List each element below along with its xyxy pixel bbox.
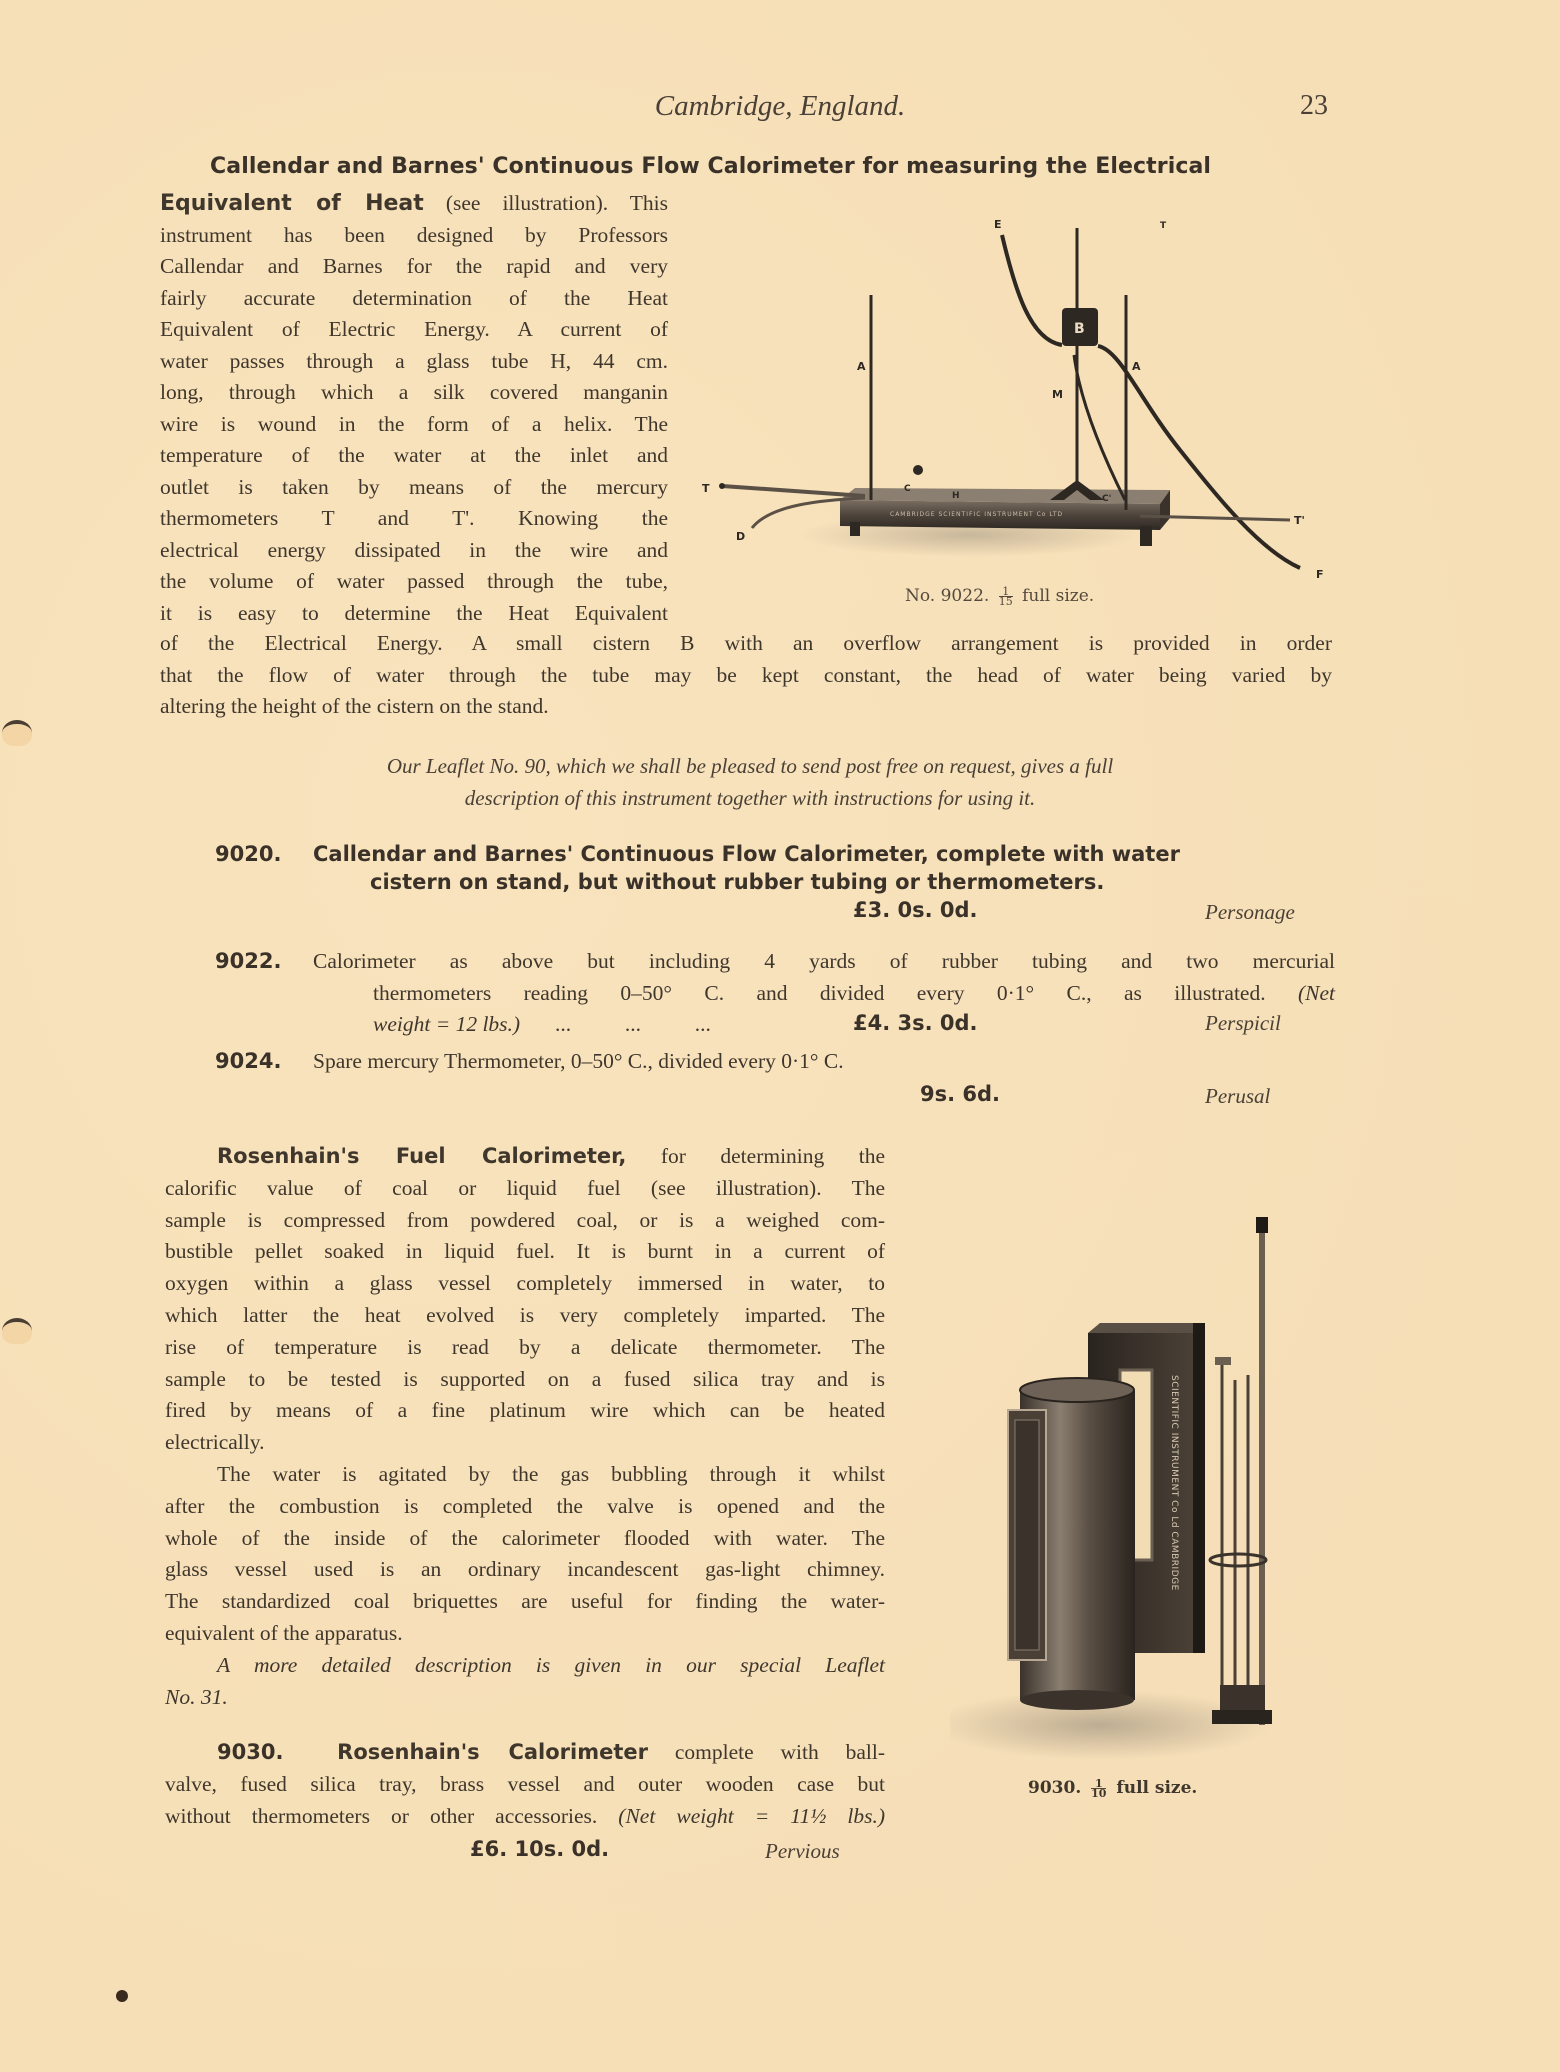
- tube-e: [1002, 235, 1062, 345]
- catalogue-item-9030: [165, 1737, 885, 1864]
- tube-m: [1074, 355, 1125, 500]
- text-line: without thermometers or other accessories. (Net weight = 11½ lbs.): [165, 1803, 885, 1828]
- item-price: £6. 10s. 0d.: [470, 1837, 610, 1862]
- scale-fraction: $\frac{1}{10}$: [1091, 1777, 1107, 1800]
- ink-spot: [116, 1990, 128, 2002]
- label-f: F: [1316, 568, 1324, 580]
- text-line: Callendar and Barnes for the rapid and very: [160, 254, 668, 278]
- text-line: thermometers T and T'. Knowing the: [160, 506, 668, 530]
- label-t: T: [702, 482, 710, 495]
- item-title: Rosenhain's Calorimeter: [337, 1740, 648, 1764]
- text-line: sample is compressed from powdered coal, or is a weighed com-: [165, 1207, 885, 1232]
- text-line: water passes through a glass tube H, 44 cm.: [160, 348, 668, 373]
- text-line: that the flow of water through the tube may be kept constant, the head of water being varied by: [160, 662, 1332, 687]
- figure-caption-9030: 9030. $\frac{1}{10}$ full size.: [1028, 1777, 1198, 1800]
- text-line: oxygen within a glass vessel completely immersed in water, to: [165, 1271, 885, 1296]
- item-description: Calorimeter as above but including 4 yards of rubber tubing and two mercurial: [313, 949, 1335, 973]
- text-line: fairly accurate determination of the Heat: [160, 285, 668, 310]
- item-description: Spare mercury Thermometer, 0–50° C., divided every 0·1° C.: [313, 1049, 844, 1073]
- text-line: wire is wound in the form of a helix. The: [160, 411, 668, 436]
- text-line: 9030. Rosenhain's Calorimeter complete with ball-: [217, 1740, 886, 1764]
- item-number: 9030.: [217, 1740, 284, 1764]
- ink-blot: [913, 465, 923, 475]
- item-number: 9024.: [215, 1049, 282, 1073]
- heading-continuation: Equivalent of Heat: [160, 191, 424, 216]
- label-t-prime: T': [1294, 514, 1305, 527]
- label-c-prime: C': [1102, 494, 1112, 504]
- label-c: C: [904, 484, 911, 494]
- rosenhain-description: [165, 1141, 885, 1459]
- text-line: long, through which a silk covered manganin: [160, 380, 668, 404]
- telegraphic-code: Perusal: [1205, 1083, 1271, 1108]
- scale-fraction: $\frac{1}{15}$: [998, 585, 1013, 608]
- text-line: altering the height of the cistern on the stand.: [160, 694, 549, 718]
- text-line: outlet is taken by means of the mercury: [160, 474, 668, 499]
- running-header-title: Cambridge, England.: [654, 90, 906, 122]
- thermometer-t: [722, 486, 865, 496]
- text-line: glass vessel used is an ordinary incandescent gas-light chimney.: [165, 1557, 885, 1582]
- item-description-cont: cistern on stand, but without rubber tubing or thermometers.: [370, 870, 1105, 894]
- label-b: B: [1074, 321, 1085, 337]
- catalogue-item-9020: [215, 842, 1335, 930]
- rosenhain-calorimeter-illustration: [950, 1205, 1290, 1765]
- item-price: 9s. 6d.: [920, 1081, 1001, 1106]
- item-weight: weight = 12 lbs.): [373, 1012, 521, 1036]
- flow-calorimeter-illustration: [700, 200, 1340, 580]
- figure-caption-9022: No. 9022. $\frac{1}{15}$ full size.: [905, 585, 1095, 608]
- case-inscription: SCIENTIFIC INSTRUMENT Co Ld CAMBRIDGE: [1169, 1375, 1179, 1591]
- valve-ring: [1210, 1554, 1266, 1566]
- section-heading-callendar: Callendar and Barnes' Continuous Flow Calorimeter for measuring the Electrical: [210, 154, 1212, 179]
- text-line: valve, fused silica tray, brass vessel and outer wooden case but: [165, 1771, 885, 1796]
- text-line: The standardized coal briquettes are useful for finding the water-: [165, 1589, 885, 1614]
- text-line: Rosenhain's Fuel Calorimeter, for determining the: [217, 1144, 885, 1168]
- catalogue-item-9024: [215, 1046, 1335, 1112]
- leaflet-note-90: Our Leaflet No. 90, which we shall be pleased to send post free on request, gives a full description of this instrument together with instructions for using it.: [386, 754, 1114, 810]
- text-line: it is easy to determine the Heat Equivalent: [160, 600, 668, 625]
- base-inscription: CAMBRIDGE SCIENTIFIC INSTRUMENT Co LTD: [890, 511, 1064, 518]
- label-t-top: T: [1160, 221, 1167, 231]
- text-line: after the combustion is completed the valve is opened and the: [165, 1493, 885, 1518]
- telegraphic-code: Personage: [1205, 900, 1295, 924]
- label-e: E: [994, 218, 1002, 231]
- text-line: temperature of the water at the inlet and: [160, 443, 668, 467]
- item-weight: (Net weight = 11½ lbs.): [618, 1803, 885, 1828]
- item-description: Callendar and Barnes' Continuous Flow Calorimeter, complete with water: [313, 842, 1180, 866]
- callendar-description-continued: [160, 628, 1332, 723]
- text-line: calorific value of coal or liquid fuel (see illustration). The: [165, 1175, 885, 1200]
- text-line: electrically.: [165, 1430, 265, 1455]
- leaflet-note-31: A more detailed description is given in our special Leaflet No. 31.: [165, 1653, 885, 1709]
- page-number: 23: [1300, 90, 1328, 121]
- section-heading-rosenhain: Rosenhain's Fuel Calorimeter,: [217, 1144, 627, 1168]
- binder-hole-bottom: [2, 1318, 32, 1344]
- text-line: of the Electrical Energy. A small cistern B with an overflow arrangement is provided in order: [160, 631, 1332, 655]
- text-line: whole of the inside of the calorimeter flooded with water. The: [165, 1525, 885, 1550]
- telegraphic-code: Perspicil: [1205, 1011, 1281, 1035]
- label-a-left: A: [857, 360, 866, 373]
- rosenhain-description-para2: [165, 1459, 885, 1650]
- label-h: H: [952, 491, 960, 501]
- item-description-cont: thermometers reading 0–50° C. and divided every 0·1° C., as illustrated. (Net: [373, 980, 1335, 1005]
- callendar-description-column: [160, 188, 668, 629]
- label-a-right: A: [1132, 360, 1141, 373]
- binder-hole-top: [2, 720, 32, 746]
- text-line: bustible pellet soaked in liquid fuel. It is burnt in a current of: [165, 1239, 885, 1264]
- text-line: sample to be tested is supported on a fused silica tray and is: [165, 1366, 885, 1391]
- item-price: £3. 0s. 0d.: [853, 898, 978, 922]
- text-line: The water is agitated by the gas bubbling through it whilst: [217, 1462, 885, 1486]
- text-line: rise of temperature is read by a delicate thermometer. The: [165, 1334, 885, 1359]
- label-d: D: [736, 530, 746, 543]
- text-line: Equivalent of Heat (see illustration). This: [160, 191, 668, 216]
- item-number: 9020.: [215, 842, 282, 866]
- text-line: the volume of water passed through the tube,: [160, 569, 668, 593]
- item-number: 9022.: [215, 949, 282, 973]
- leader-dots: ... ... ...: [555, 1012, 711, 1036]
- telegraphic-code: Pervious: [765, 1839, 840, 1864]
- item-price: £4. 3s. 0d.: [853, 1011, 978, 1035]
- text-line: instrument has been designed by Professors: [160, 222, 668, 247]
- text-line: electrical energy dissipated in the wire and: [160, 537, 668, 562]
- label-m: M: [1052, 388, 1063, 401]
- text-line: equivalent of the apparatus.: [165, 1620, 403, 1645]
- catalogue-item-9022: [215, 946, 1335, 1041]
- text-line: Equivalent of Electric Energy. A current of: [160, 317, 668, 341]
- text-line: fired by means of a fine platinum wire which can be heated: [165, 1398, 885, 1423]
- text-line: which latter the heat evolved is very completely imparted. The: [165, 1302, 885, 1327]
